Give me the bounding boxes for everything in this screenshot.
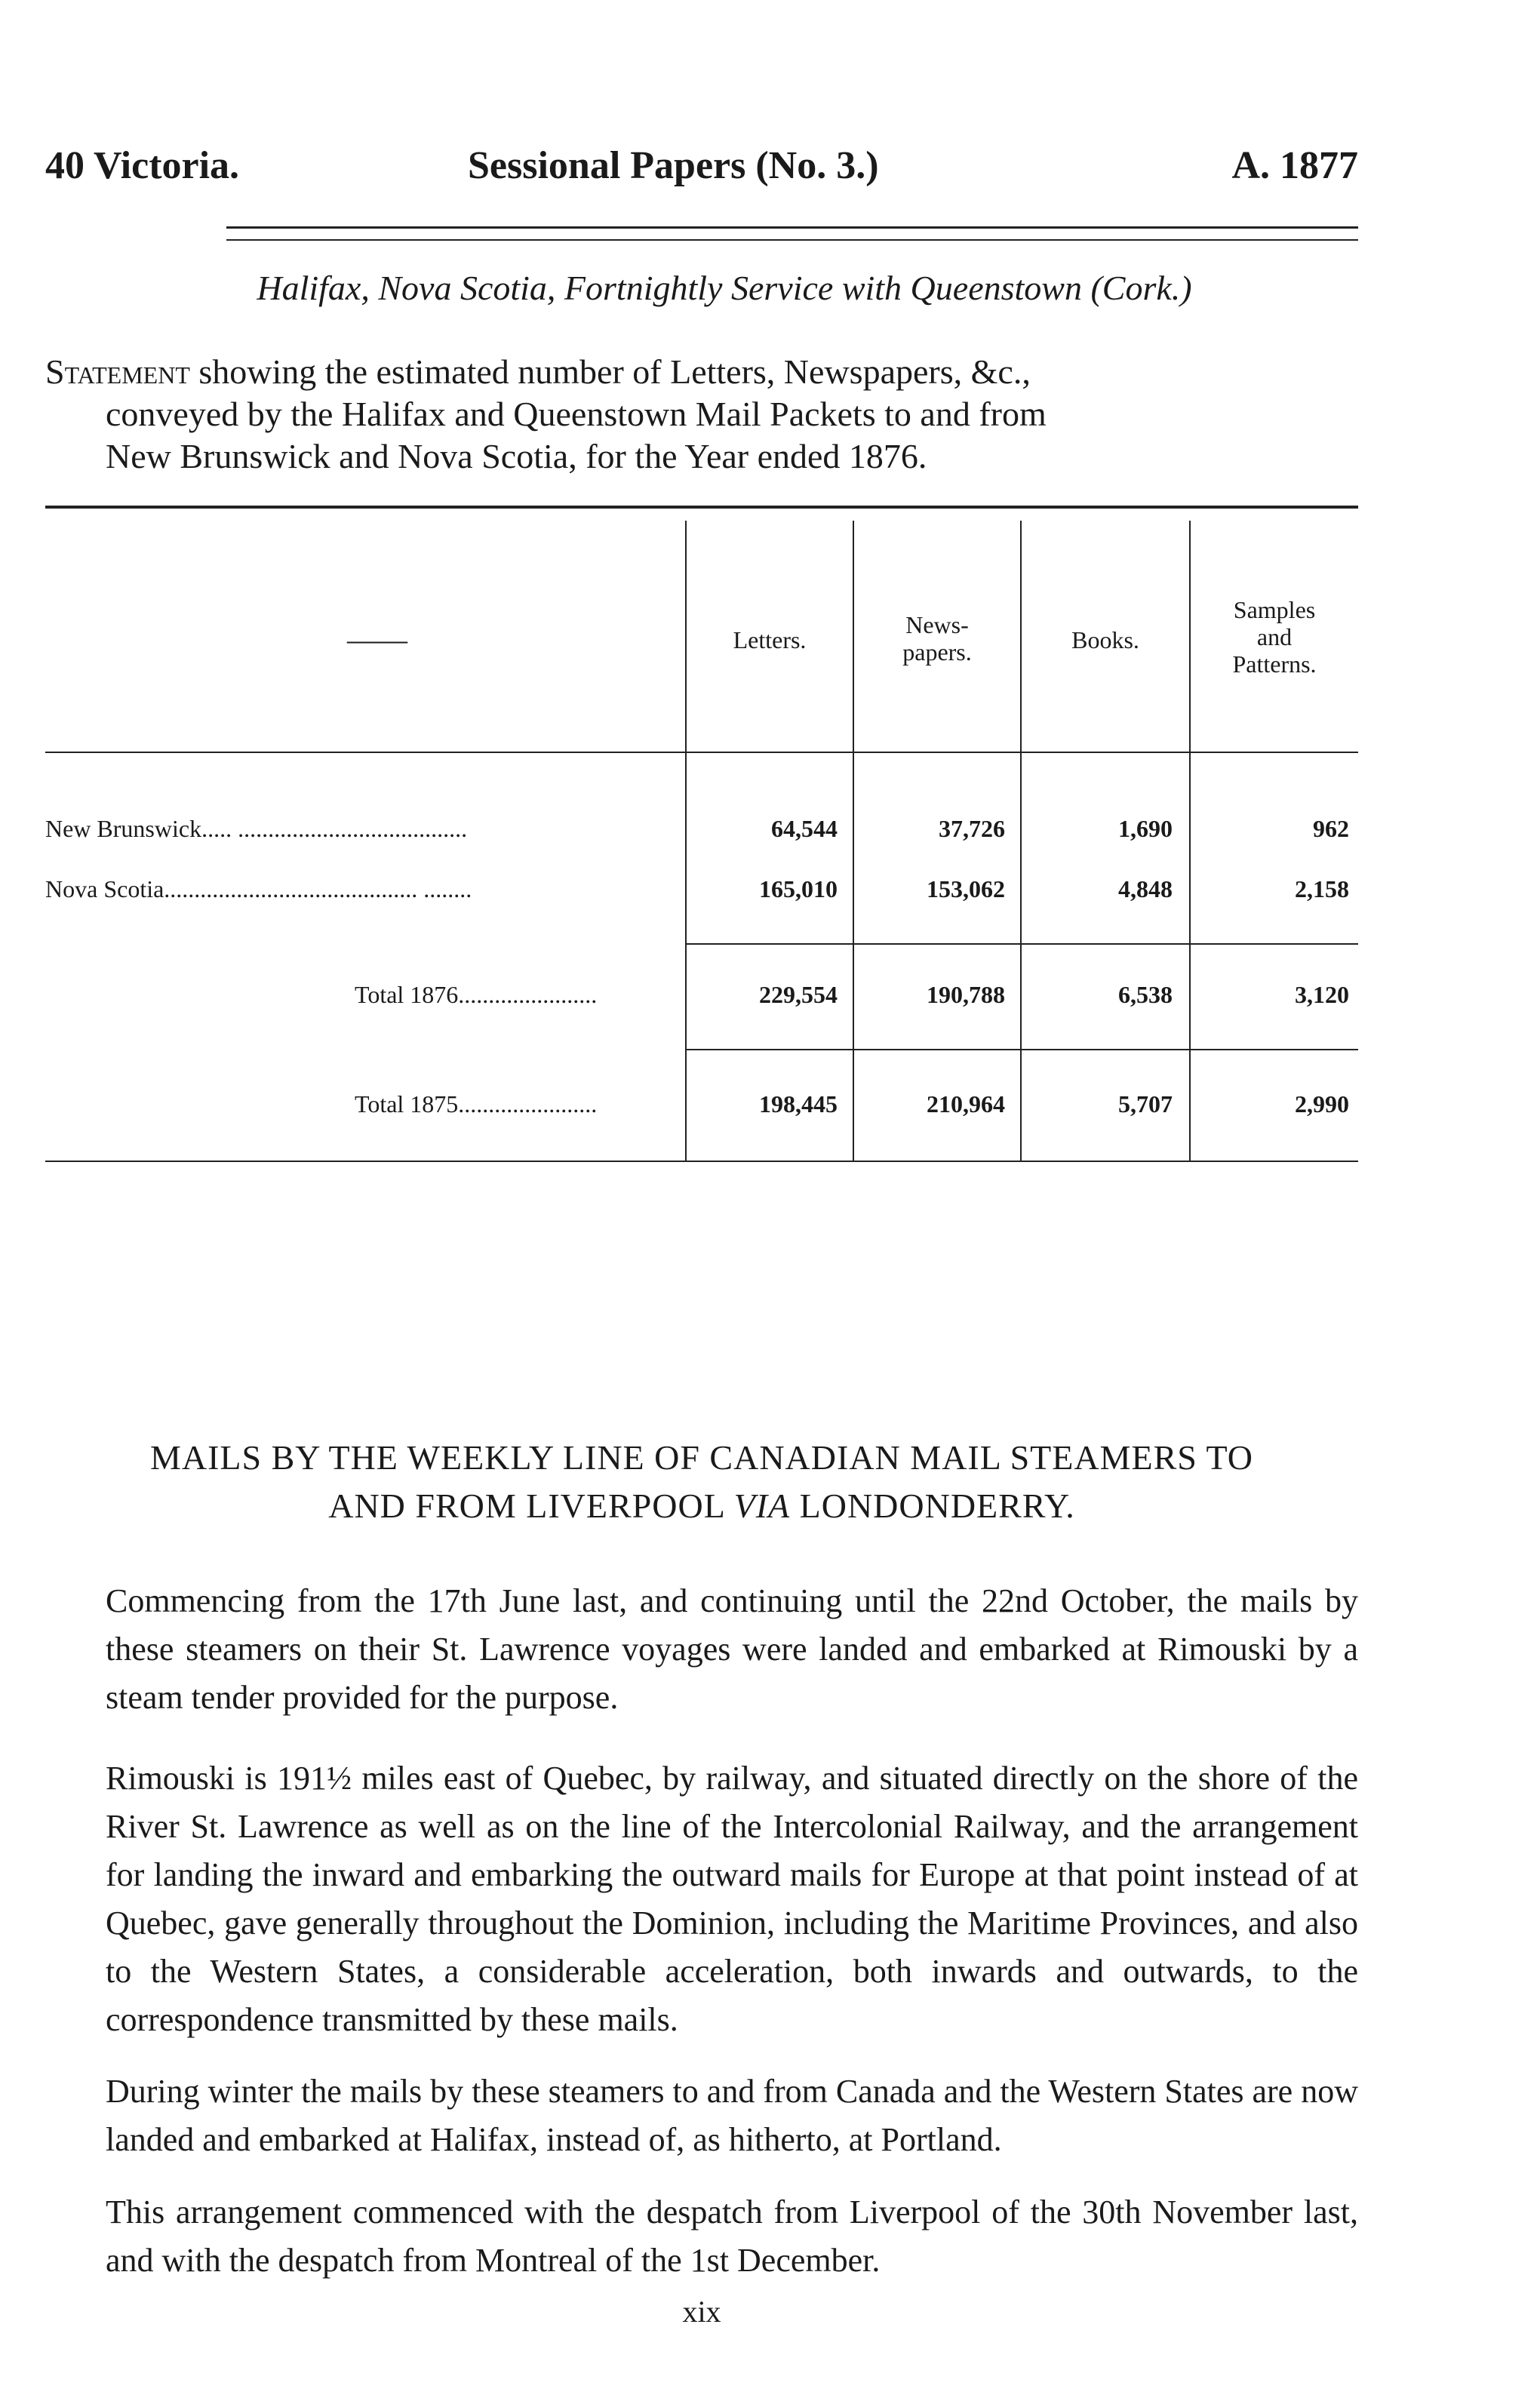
- cell-total-1875-letters: 198,445: [759, 1090, 838, 1118]
- header-newspapers: News- papers.: [902, 611, 972, 666]
- paragraph-4: [45, 2188, 1358, 2285]
- statement-line-2: conveyed by the Halifax and Queenstown Mail Packets to and from: [106, 395, 1047, 433]
- cell-total-1875-newspapers: 210,964: [927, 1090, 1005, 1118]
- row-label-total-1875: Total 1875.......................: [355, 1090, 598, 1118]
- cell-ns-letters: 165,010: [759, 875, 838, 902]
- running-head-title: Sessional Papers (No. 3.): [468, 144, 879, 187]
- cell-nb-newspapers: 37,726: [939, 815, 1005, 842]
- table-top-rule: [45, 506, 1358, 509]
- mails-heading-line-2: [45, 1482, 1358, 1530]
- header-books: Books.: [1071, 626, 1139, 653]
- mails-heading-via: VIA: [733, 1486, 791, 1525]
- paragraph-1: [45, 1577, 1358, 1722]
- running-head: [45, 143, 1358, 196]
- paragraph-2-text: Rimouski is 191½ miles east of Quebec, by railway, and situated directly on the shore of the River St. Lawrence as well as on the line of the Intercolonial Railway, and the arrangement for landing the inward and embarking the outward mails for Europe at that point instead of at Quebec, gave generally throughout the Dominion, including the Maritime Provinces, and also to the Western States, a considerable acceleration, both inwards and outwards, to the correspondence transmitted by these mails.: [106, 1760, 1358, 2038]
- table-header-rule: [45, 752, 1358, 753]
- cell-nb-samples: 962: [1313, 815, 1349, 842]
- header-double-rule: [226, 226, 1358, 241]
- running-head-volume: 40 Victoria.: [45, 144, 240, 187]
- paragraph-2: [45, 1754, 1358, 2044]
- mails-heading-line-1: MAILS BY THE WEEKLY LINE OF CANADIAN MAIL STEAMERS TO: [149, 1438, 1254, 1477]
- paragraph-3: [45, 2068, 1358, 2164]
- cell-total-1875-samples: 2,990: [1295, 1090, 1349, 1118]
- paragraph-3-text: During winter the mails by these steamers to and from Canada and the Western States are now landed and embarked at Halifax, instead of, as hitherto, at Portland.: [106, 2073, 1358, 2158]
- statement-line-3: New Brunswick and Nova Scotia, for the Year ended 1876.: [106, 437, 927, 475]
- header-letters: Letters.: [733, 626, 807, 653]
- table-subtotal-rule: [687, 943, 1358, 945]
- cell-total-1876-books: 6,538: [1118, 981, 1173, 1008]
- paragraph-1-text: Commencing from the 17th June last, and continuing until the 22nd October, the mails by these steamers on their St. Lawrence voyages were landed and embarked at Rimouski by a steam tender provided for the purpose.: [106, 1582, 1358, 1716]
- section-subtitle: Halifax, Nova Scotia, Fortnightly Service with Queenstown (Cork.): [257, 269, 1192, 307]
- cell-ns-books: 4,848: [1118, 875, 1173, 902]
- row-label-new-brunswick: New Brunswick..... ......................................: [45, 815, 468, 842]
- header-samples-patterns: Samples and Patterns.: [1232, 596, 1317, 678]
- row-label-nova-scotia: Nova Scotia.......................................... ........: [45, 875, 472, 902]
- statement-heading: [45, 351, 1358, 478]
- cell-ns-newspapers: 153,062: [927, 875, 1005, 902]
- table-corner-dash: ——: [347, 623, 407, 656]
- page-number: xix: [682, 2295, 721, 2329]
- cell-total-1875-books: 5,707: [1118, 1090, 1173, 1118]
- cell-ns-samples: 2,158: [1295, 875, 1349, 902]
- mails-heading-line-2-post: LONDONDERRY.: [790, 1486, 1075, 1525]
- paragraph-4-text: This arrangement commenced with the despatch from Liverpool of the 30th November last, and with the despatch from Montreal of the 1st December.: [106, 2194, 1358, 2279]
- cell-nb-books: 1,690: [1118, 815, 1173, 842]
- running-head-year: A. 1877: [1231, 144, 1358, 187]
- statement-lead: Statement: [45, 352, 190, 391]
- cell-total-1876-samples: 3,120: [1295, 981, 1349, 1008]
- cell-nb-letters: 64,544: [771, 815, 838, 842]
- table-total-rule: [687, 1049, 1358, 1050]
- mails-heading-line-2-pre: AND FROM LIVERPOOL: [328, 1486, 734, 1525]
- cell-total-1876-letters: 229,554: [759, 981, 838, 1008]
- table-bottom-rule: [45, 1161, 1358, 1162]
- cell-total-1876-newspapers: 190,788: [927, 981, 1005, 1008]
- statistics-table: [45, 506, 1358, 1185]
- statement-line-1: showing the estimated number of Letters, Newspapers, &c.,: [189, 352, 1031, 391]
- mails-section-heading: [45, 1434, 1358, 1530]
- row-label-total-1876: Total 1876.......................: [355, 981, 598, 1008]
